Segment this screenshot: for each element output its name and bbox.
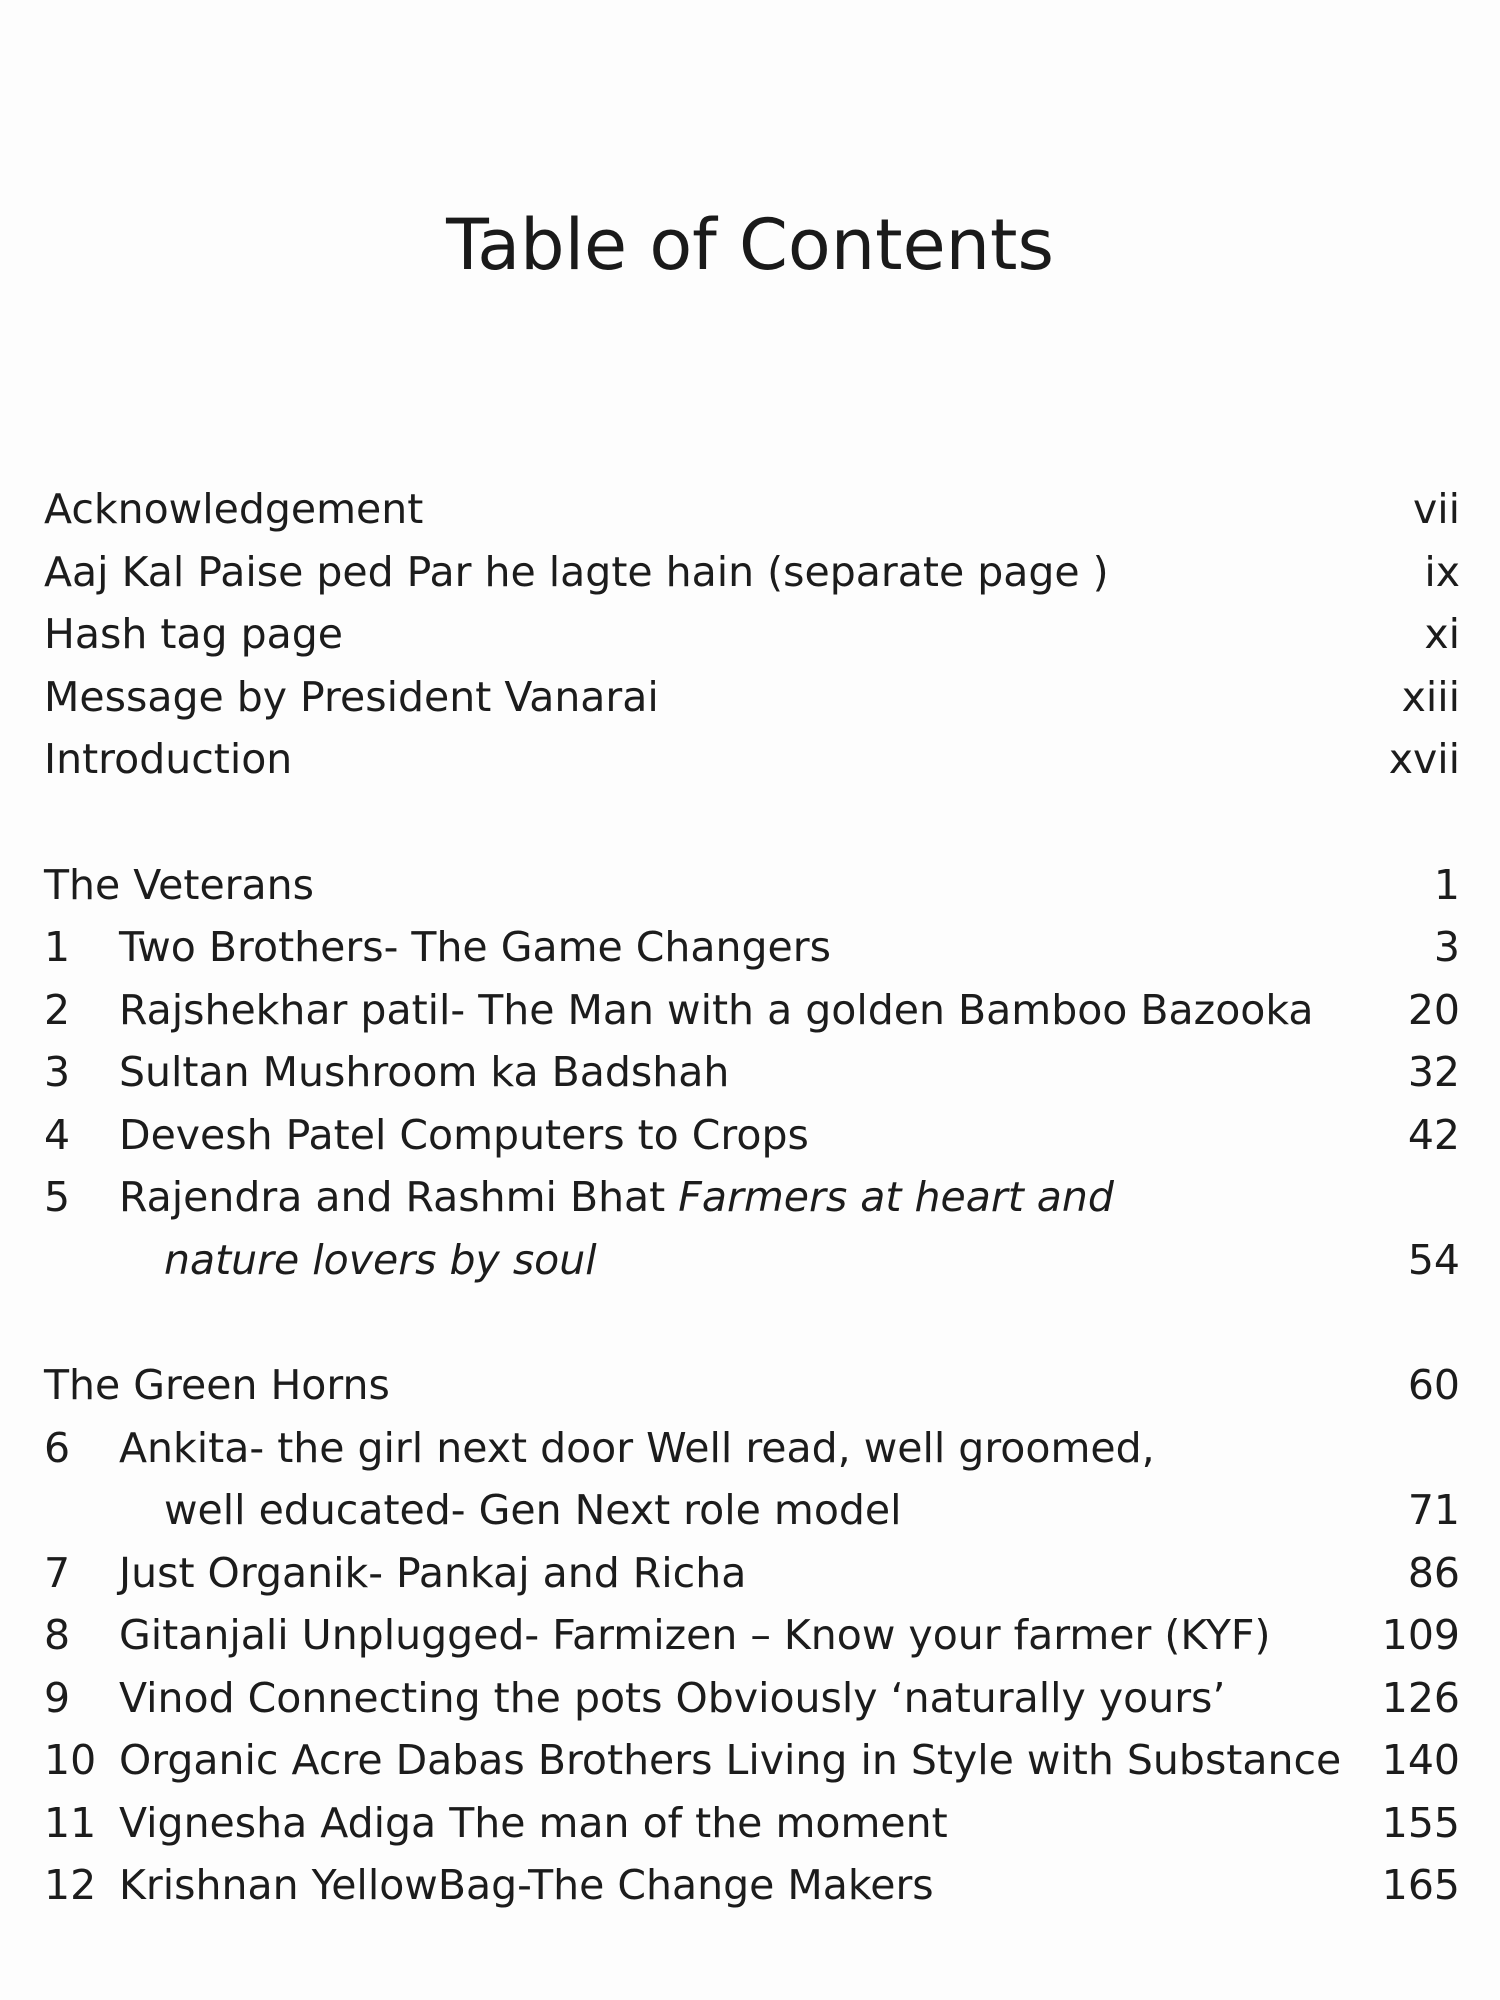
toc-chapter	[44, 979, 1460, 1042]
chapter-title: Ankita- the girl next door Well read, well groomed,	[119, 1423, 1155, 1472]
chapter-title: Sultan Mushroom ka Badshah	[119, 1048, 730, 1096]
toc-entry-acknowledgement	[44, 478, 1460, 541]
chapter-title: Just Organik- Pankaj and Richa	[119, 1548, 747, 1597]
section-title: The Green Horns	[44, 1361, 390, 1409]
toc-page-number: 109	[1381, 1611, 1460, 1659]
toc-entry-text: Introduction	[44, 735, 293, 783]
chapter-number: 1	[44, 923, 71, 971]
toc-chapter	[44, 1667, 1460, 1730]
toc-chapter	[44, 1729, 1460, 1792]
chapter-number: 12	[44, 1861, 97, 1909]
toc-chapter	[44, 1854, 1460, 1917]
chapter-title: Devesh Patel Computers to Crops	[119, 1110, 809, 1159]
toc-entry-text: Acknowledgement	[44, 485, 424, 533]
toc-entry-introduction	[44, 728, 1460, 791]
toc-chapter	[44, 1104, 1460, 1167]
toc-page-number: 126	[1381, 1673, 1460, 1722]
toc-page-number: xiii	[1401, 672, 1460, 721]
toc-chapter	[44, 1542, 1460, 1605]
page-title: Table of Contents	[446, 204, 1054, 286]
toc-entry-text: Message by President Vanarai	[44, 672, 659, 721]
toc-page-number: vii	[1412, 485, 1460, 533]
toc-page-number: 165	[1381, 1861, 1460, 1909]
chapter-title-continuation: well educated- Gen Next role model	[164, 1486, 902, 1534]
toc-page-number: 86	[1407, 1548, 1460, 1597]
toc-entry-message	[44, 666, 1460, 729]
toc-chapter-continuation	[44, 1229, 1460, 1292]
chapter-number: 5	[44, 1173, 71, 1221]
chapter-number: 7	[44, 1548, 71, 1597]
toc-chapter-continuation	[44, 1479, 1460, 1542]
toc-page-number: xi	[1424, 610, 1460, 658]
toc-section-heading	[44, 1354, 1460, 1417]
toc-page-number: 3	[1433, 923, 1460, 971]
toc-page-number: xvii	[1388, 735, 1460, 783]
chapter-title: Vinod Connecting the pots Obviously ‘naturally yours’	[119, 1673, 1226, 1722]
section-spacer	[44, 1291, 1460, 1354]
toc-chapter	[44, 1604, 1460, 1667]
chapter-number: 2	[44, 985, 71, 1034]
table-of-contents	[44, 478, 1460, 1917]
toc-page-number: 60	[1407, 1361, 1460, 1409]
toc-page-number: 42	[1407, 1110, 1460, 1159]
toc-page-number: 140	[1381, 1736, 1460, 1784]
toc-page-number: 155	[1381, 1798, 1460, 1847]
chapter-number: 10	[44, 1736, 97, 1784]
toc-entry-text: Hash tag page	[44, 610, 343, 658]
toc-entry-aaj-kal	[44, 541, 1460, 604]
toc-page-number: 54	[1407, 1235, 1460, 1284]
chapter-title	[119, 1166, 1114, 1229]
chapter-number: 6	[44, 1423, 71, 1472]
chapter-number: 8	[44, 1611, 71, 1659]
toc-page-number: 1	[1433, 860, 1460, 909]
chapter-title-main: Rajendra and Rashmi Bhat	[119, 1173, 679, 1221]
toc-chapter	[44, 1166, 1460, 1229]
chapter-title: Organic Acre Dabas Brothers Living in Style with Substance	[119, 1736, 1342, 1784]
toc-page-number: 20	[1407, 985, 1460, 1034]
toc-entry-text: Aaj Kal Paise ped Par he lagte hain (separate page )	[44, 547, 1109, 596]
chapter-number: 3	[44, 1048, 71, 1096]
toc-chapter	[44, 1792, 1460, 1855]
chapter-number: 9	[44, 1673, 71, 1722]
toc-chapter	[44, 916, 1460, 979]
chapter-title: Krishnan YellowBag-The Change Makers	[119, 1861, 934, 1909]
section-title: The Veterans	[44, 860, 315, 909]
chapter-title: Gitanjali Unplugged- Farmizen – Know your farmer (KYF)	[119, 1611, 1271, 1659]
chapter-title-continuation: nature lovers by soul	[164, 1235, 597, 1284]
toc-page-number: 71	[1407, 1486, 1460, 1534]
chapter-title: Two Brothers- The Game Changers	[119, 923, 831, 971]
toc-section-heading	[44, 854, 1460, 917]
toc-page-number: 32	[1407, 1048, 1460, 1096]
chapter-title: Rajshekhar patil- The Man with a golden Bamboo Bazooka	[119, 985, 1314, 1034]
chapter-title-italic: Farmers at heart and	[678, 1173, 1114, 1221]
toc-page-number: ix	[1424, 547, 1460, 596]
section-spacer	[44, 791, 1460, 854]
toc-chapter	[44, 1041, 1460, 1104]
chapter-number: 11	[44, 1798, 97, 1847]
chapter-title: Vignesha Adiga The man of the moment	[119, 1798, 948, 1847]
toc-chapter	[44, 1417, 1460, 1480]
chapter-number: 4	[44, 1110, 71, 1159]
toc-entry-hash-tag	[44, 603, 1460, 666]
